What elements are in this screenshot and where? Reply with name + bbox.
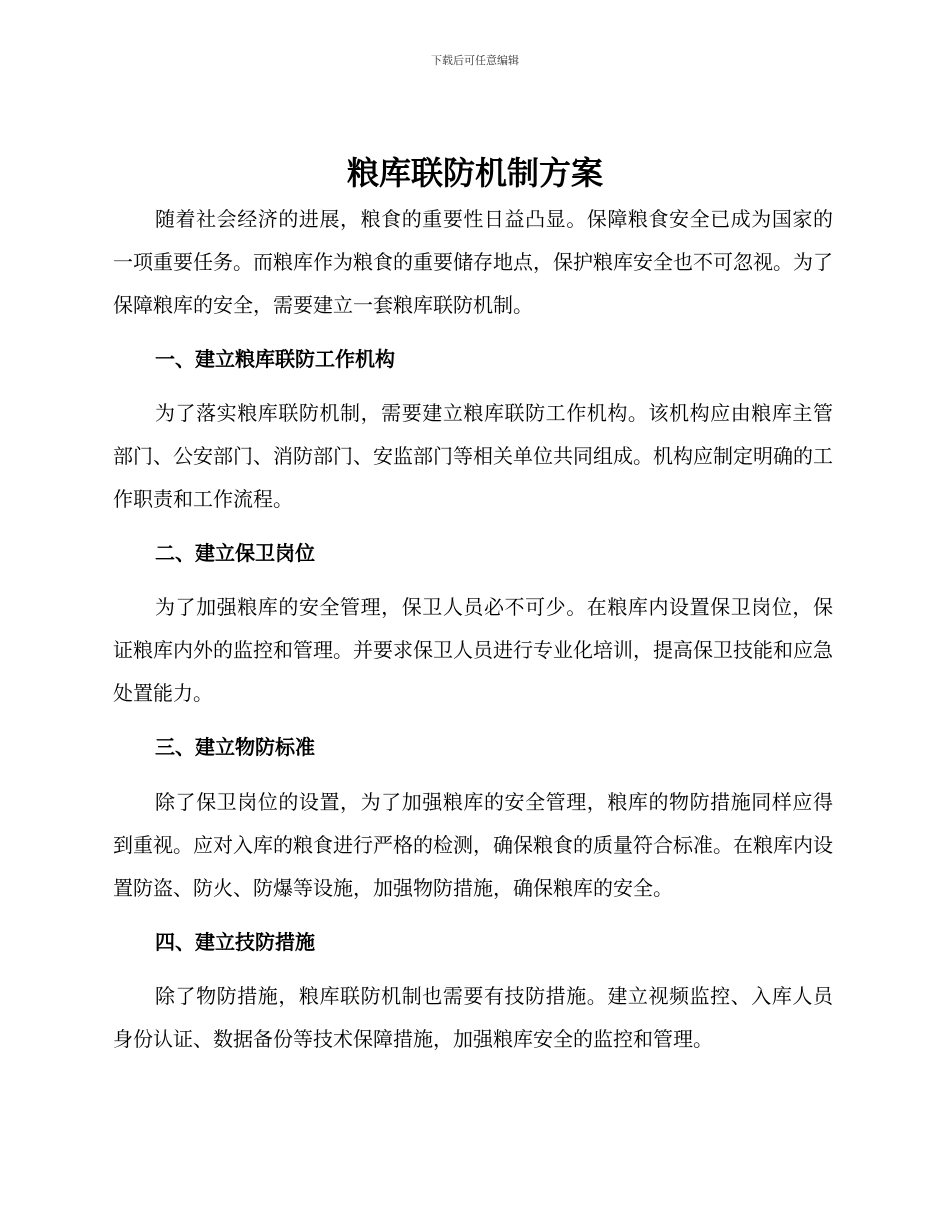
section-4-body: 除了物防措施，粮库联防机制也需要有技防措施。建立视频监控、入库人员身份认证、数据备份等技术保障措施，加强粮库安全的监控和管理。: [113, 984, 833, 1051]
section-4-heading: 四、建立技防措施: [155, 930, 315, 954]
section-3-heading: 三、建立物防标准: [155, 735, 315, 759]
section-1-heading: 一、建立粮库联防工作机构: [155, 347, 395, 371]
intro-paragraph: 随着社会经济的进展，粮食的重要性日益凸显。保障粮食安全已成为国家的一项重要任务。而粮库作为粮食的重要储存地点，保护粮库安全也不可忽视。为了保障粮库的安全，需要建立一套粮库联防机制。: [113, 207, 833, 317]
section-1-body: 为了落实粮库联防机制，需要建立粮库联防工作机构。该机构应由粮库主管部门、公安部门、消防部门、安监部门等相关单位共同组成。机构应制定明确的工作职责和工作流程。: [113, 401, 833, 511]
section-3-body: 除了保卫岗位的设置，为了加强粮库的安全管理，粮库的物防措施同样应得到重视。应对入库的粮食进行严格的检测，确保粮食的质量符合标准。在粮库内设置防盗、防火、防爆等设施，加强物防措施，确保粮库的安全。: [113, 790, 833, 900]
page-header: 下载后可任意编辑: [431, 54, 519, 67]
section-2-heading: 二、建立保卫岗位: [155, 541, 315, 565]
document-title: 粮库联防机制方案: [346, 154, 603, 192]
section-2-body: 为了加强粮库的安全管理，保卫人员必不可少。在粮库内设置保卫岗位，保证粮库内外的监控和管理。并要求保卫人员进行专业化培训，提高保卫技能和应急处置能力。: [113, 595, 833, 705]
